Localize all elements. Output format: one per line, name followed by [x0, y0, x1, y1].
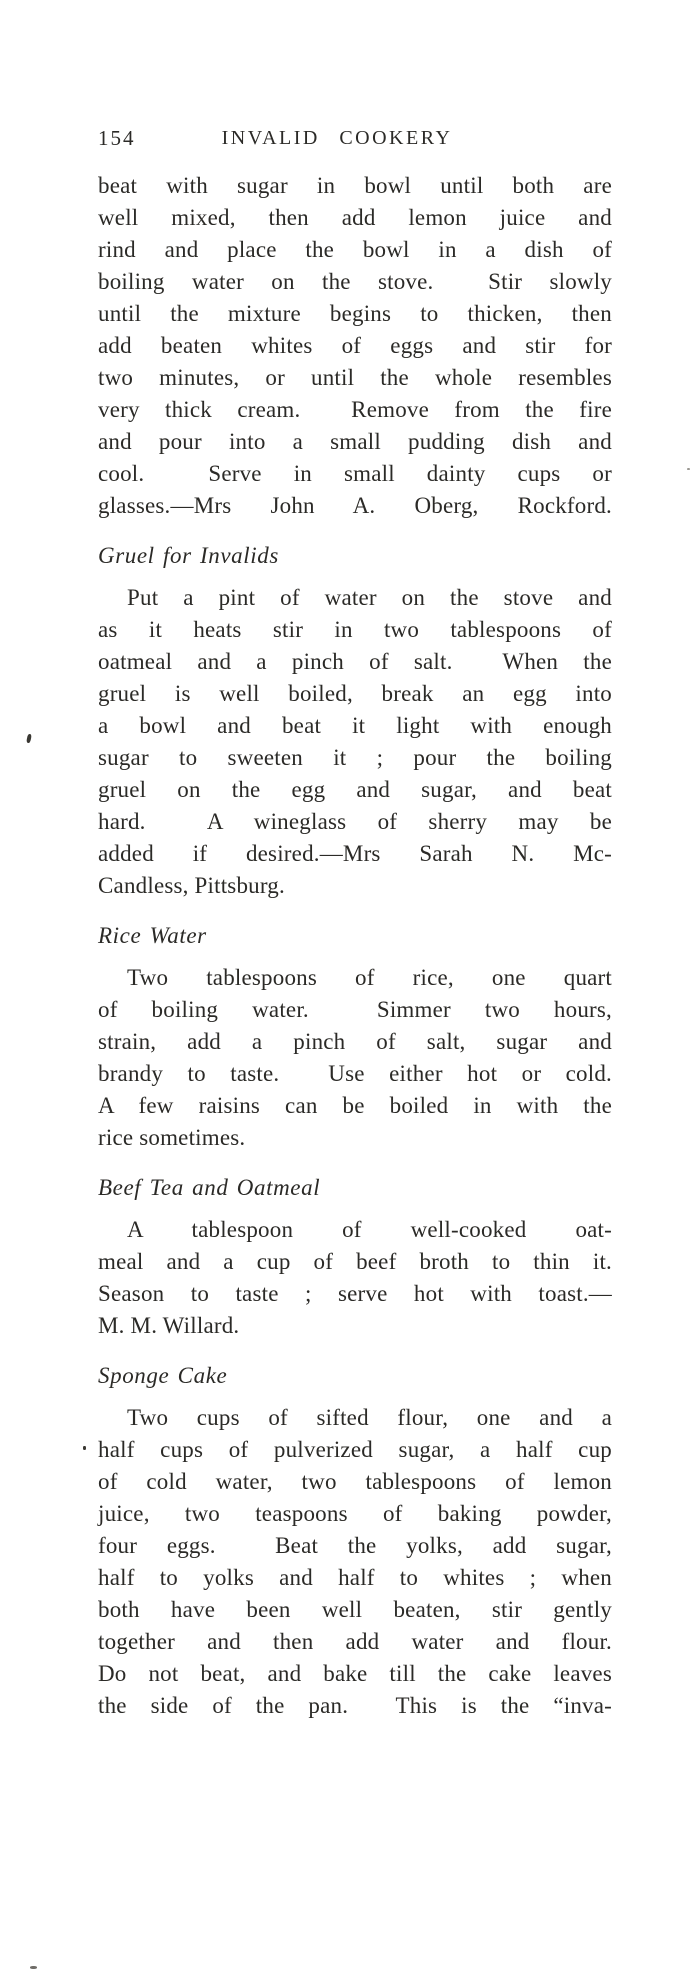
text-line: and pour into a small pudding dish and: [98, 429, 612, 454]
page-content: [98, 170, 612, 1722]
paragraph: [98, 1402, 612, 1722]
text-line: rind and place the bowl in a dish of: [98, 237, 612, 262]
text-line: A tablespoon of well-cooked oat-: [127, 1217, 612, 1242]
text-line: cool. Serve in small dainty cups or: [98, 461, 612, 486]
text-line: strain, add a pinch of salt, sugar and: [98, 1029, 612, 1054]
text-line: Do not beat, and bake till the cake leaves: [98, 1661, 612, 1686]
text-line: as it heats stir in two tablespoons of: [98, 617, 612, 642]
text-line: meal and a cup of beef broth to thin it.: [98, 1249, 612, 1274]
scan-speck: [83, 1446, 86, 1450]
text-line: Put a pint of water on the stove and: [127, 585, 612, 610]
page-header: [98, 126, 612, 150]
text-line: Candless, Pittsburg.: [98, 873, 285, 898]
text-line: rice sometimes.: [98, 1125, 246, 1150]
text-line: the side of the pan. This is the “inva-: [98, 1693, 612, 1718]
paragraph: [98, 962, 612, 1154]
recipe-heading: Rice Water: [98, 923, 207, 948]
text-line: Season to taste ; serve hot with toast.—: [98, 1281, 612, 1306]
text-line: of cold water, two tablespoons of lemon: [98, 1469, 612, 1494]
text-line: until the mixture begins to thicken, then: [98, 301, 612, 326]
text-line: hard. A wineglass of sherry may be: [98, 809, 612, 834]
running-title: INVALID COOKERY: [221, 127, 453, 149]
paragraph: [98, 170, 612, 522]
text-line: sugar to sweeten it ; pour the boiling: [98, 745, 612, 770]
text-line: glasses.—Mrs John A. Oberg, Rockford.: [98, 493, 612, 518]
recipe-heading: Sponge Cake: [98, 1363, 228, 1388]
scan-speck: [26, 734, 32, 744]
text-line: two minutes, or until the whole resembles: [98, 365, 612, 390]
book-page: [0, 126, 700, 1974]
text-line: Two tablespoons of rice, one quart: [127, 965, 612, 990]
text-line: boiling water on the stove. Stir slowly: [98, 269, 612, 294]
text-line: very thick cream. Remove from the fire: [98, 397, 612, 422]
text-line: half to yolks and half to whites ; when: [98, 1565, 612, 1590]
text-line: well mixed, then add lemon juice and: [98, 205, 612, 230]
scan-speck: [30, 1966, 37, 1969]
text-line: Two cups of sifted flour, one and a: [127, 1405, 612, 1430]
page-number: 154: [98, 126, 136, 150]
text-line: gruel is well boiled, break an egg into: [98, 681, 612, 706]
text-line: half cups of pulverized sugar, a half cup: [98, 1437, 612, 1462]
text-line: both have been well beaten, stir gently: [98, 1597, 612, 1622]
text-line: four eggs. Beat the yolks, add sugar,: [98, 1533, 612, 1558]
text-line: brandy to taste. Use either hot or cold.: [98, 1061, 612, 1086]
text-line: a bowl and beat it light with enough: [98, 713, 612, 738]
text-line: beat with sugar in bowl until both are: [98, 173, 612, 198]
text-line: A few raisins can be boiled in with the: [98, 1093, 612, 1118]
recipe-heading: Beef Tea and Oatmeal: [98, 1175, 321, 1200]
text-line: oatmeal and a pinch of salt. When the: [98, 649, 612, 674]
paragraph: [98, 582, 612, 902]
text-line: gruel on the egg and sugar, and beat: [98, 777, 612, 802]
recipe-heading: Gruel for Invalids: [98, 543, 279, 568]
text-line: added if desired.—Mrs Sarah N. Mc-: [98, 841, 612, 866]
text-line: of boiling water. Simmer two hours,: [98, 997, 612, 1022]
text-line: together and then add water and flour.: [98, 1629, 612, 1654]
scan-speck: [687, 468, 690, 470]
text-line: add beaten whites of eggs and stir for: [98, 333, 612, 358]
text-line: juice, two teaspoons of baking powder,: [98, 1501, 612, 1526]
text-line: M. M. Willard.: [98, 1313, 240, 1338]
paragraph: [98, 1214, 612, 1342]
